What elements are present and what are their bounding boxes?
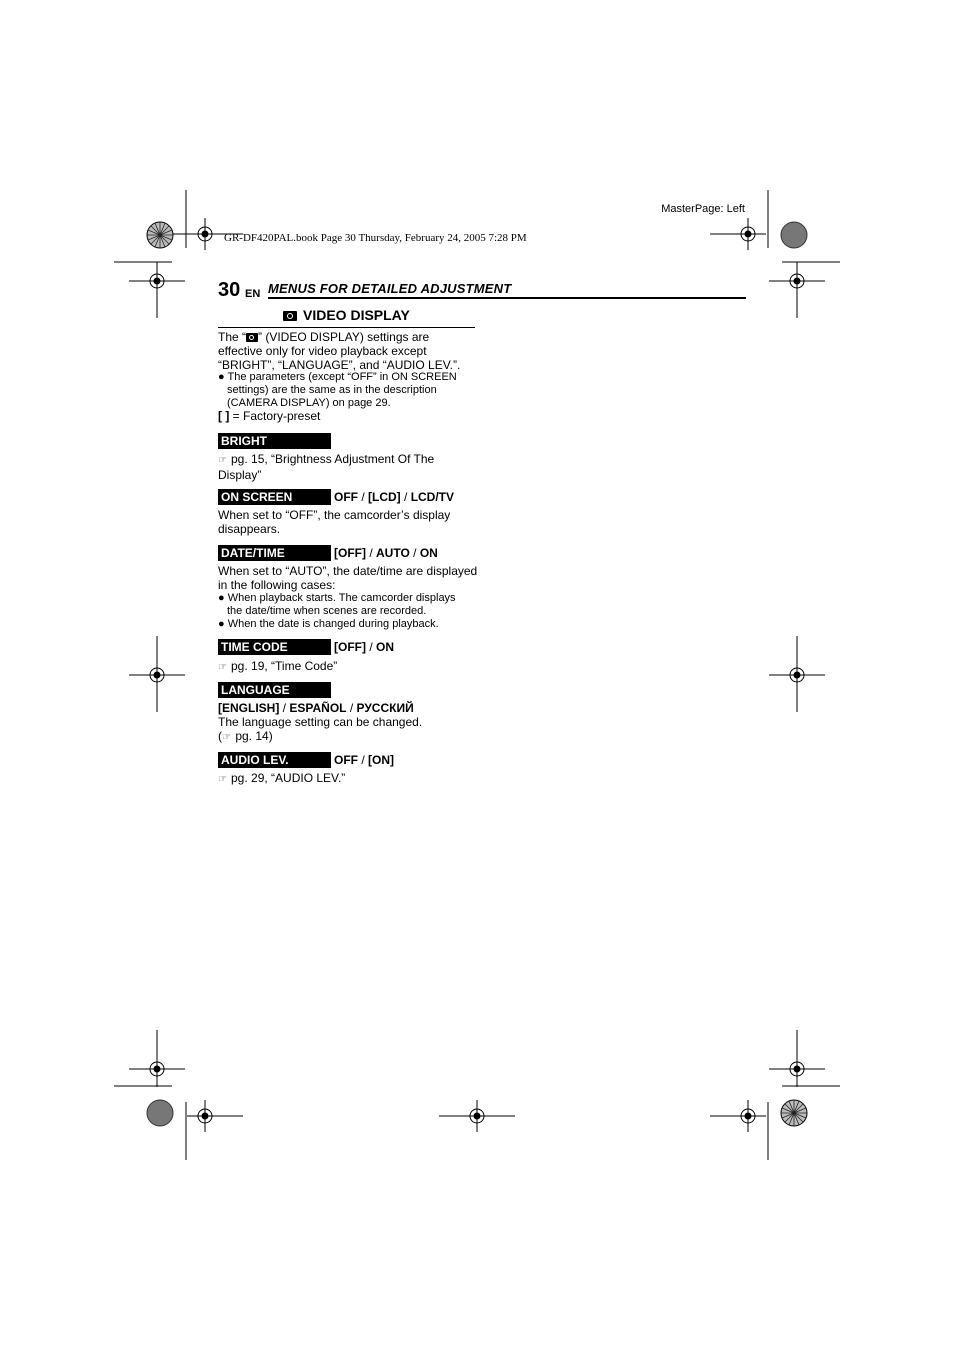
item-language-desc bbox=[218, 715, 480, 745]
item-time-code-options bbox=[334, 639, 394, 655]
section-title-text: VIDEO DISPLAY bbox=[303, 307, 410, 323]
option: ON bbox=[419, 546, 438, 560]
desc-text: When set to “OFF”, the camcorder’s display bbox=[218, 508, 451, 522]
video-display-icon bbox=[246, 333, 258, 342]
option: AUTO bbox=[376, 546, 410, 560]
separator: / bbox=[400, 490, 411, 504]
option: LCD/TV bbox=[410, 490, 455, 504]
item-on-screen-desc bbox=[218, 508, 480, 536]
factory-bracket: [ ] bbox=[218, 409, 230, 423]
item-audio-lev-options bbox=[334, 752, 394, 768]
option: [OFF] bbox=[334, 546, 366, 560]
item-date-time-bullets bbox=[218, 592, 480, 631]
item-on-screen-options bbox=[334, 489, 454, 505]
master-page-label: MasterPage: Left bbox=[661, 203, 745, 215]
item-language-options bbox=[218, 700, 414, 716]
option: РУССКИЙ bbox=[356, 701, 414, 715]
bullet-text: (CAMERA DISPLAY) on page 29. bbox=[227, 397, 391, 409]
bullet-text: The parameters (except “OFF” in ON SCREEN bbox=[227, 371, 457, 383]
ref-text: Display” bbox=[218, 468, 262, 482]
bullet-text: settings) are the same as in the description bbox=[227, 384, 437, 396]
item-date-time-options bbox=[334, 545, 438, 561]
reference-icon: ☞ bbox=[218, 774, 227, 785]
separator: / bbox=[358, 753, 369, 767]
ref-text: pg. 14) bbox=[232, 729, 273, 743]
separator: / bbox=[346, 701, 357, 715]
item-date-time-label: DATE/TIME bbox=[218, 545, 331, 561]
separator: / bbox=[358, 490, 369, 504]
option: [OFF] bbox=[334, 640, 366, 654]
bullet-icon: ● bbox=[218, 618, 225, 630]
factory-text: = Factory-preset bbox=[229, 409, 321, 423]
bullet-icon: ● bbox=[218, 592, 225, 604]
item-audio-lev-ref bbox=[218, 771, 480, 787]
section-rule bbox=[218, 327, 475, 328]
ref-text: pg. 19, “Time Code” bbox=[231, 659, 338, 673]
reference-icon: ☞ bbox=[218, 662, 227, 673]
option: OFF bbox=[334, 490, 358, 504]
section-title bbox=[283, 307, 410, 323]
option: [ON] bbox=[368, 753, 395, 767]
intro-paragraph bbox=[218, 330, 480, 372]
ref-text: pg. 29, “AUDIO LEV.” bbox=[231, 771, 346, 785]
chapter-title: MENUS FOR DETAILED ADJUSTMENT bbox=[268, 281, 512, 296]
option: ON bbox=[376, 640, 395, 654]
item-on-screen-label: ON SCREEN bbox=[218, 489, 331, 505]
bullet-icon: ● bbox=[218, 371, 225, 383]
video-display-icon bbox=[283, 311, 297, 321]
item-bright-ref bbox=[218, 452, 480, 482]
intro-text: ” (VIDEO DISPLAY) settings are bbox=[258, 330, 430, 344]
item-bright-label: BRIGHT bbox=[218, 433, 331, 449]
separator: / bbox=[366, 546, 377, 560]
header-rule bbox=[268, 297, 746, 299]
page-language: EN bbox=[245, 288, 261, 300]
intro-text: effective only for video playback except bbox=[218, 344, 427, 358]
option: ESPAÑOL bbox=[289, 701, 347, 715]
reference-icon: ☞ bbox=[218, 455, 227, 466]
intro-text: “BRIGHT”, “LANGUAGE”, and “AUDIO LEV.”. bbox=[218, 358, 461, 372]
separator: / bbox=[279, 701, 290, 715]
option: [ENGLISH] bbox=[218, 701, 280, 715]
separator: / bbox=[366, 640, 377, 654]
bullet-text: When the date is changed during playback. bbox=[227, 618, 439, 630]
item-audio-lev-label: AUDIO LEV. bbox=[218, 752, 331, 768]
intro-text: The “ bbox=[218, 330, 247, 344]
desc-text: The language setting can be changed. bbox=[218, 715, 423, 729]
bullet-text: When playback starts. The camcorder displays bbox=[227, 592, 456, 604]
option: OFF bbox=[334, 753, 358, 767]
desc-text: disappears. bbox=[218, 522, 281, 536]
reference-icon: ☞ bbox=[222, 732, 231, 743]
intro-bullet bbox=[218, 371, 480, 410]
desc-text: When set to “AUTO”, the date/time are displayed bbox=[218, 564, 478, 578]
ref-text: ( bbox=[218, 729, 222, 743]
book-info-line: GR-DF420PAL.book Page 30 Thursday, February 24, 2005 7:28 PM bbox=[224, 232, 527, 244]
item-time-code-label: TIME CODE bbox=[218, 639, 331, 655]
factory-preset-note bbox=[218, 409, 480, 423]
bullet-text: the date/time when scenes are recorded. bbox=[227, 605, 427, 617]
item-language-label: LANGUAGE bbox=[218, 682, 331, 698]
option: [LCD] bbox=[368, 490, 401, 504]
desc-text: in the following cases: bbox=[218, 578, 336, 592]
ref-text: pg. 15, “Brightness Adjustment Of The bbox=[231, 452, 435, 466]
item-date-time-desc bbox=[218, 564, 480, 592]
page-number: 30 bbox=[218, 279, 241, 301]
separator: / bbox=[409, 546, 420, 560]
item-time-code-ref bbox=[218, 659, 480, 675]
